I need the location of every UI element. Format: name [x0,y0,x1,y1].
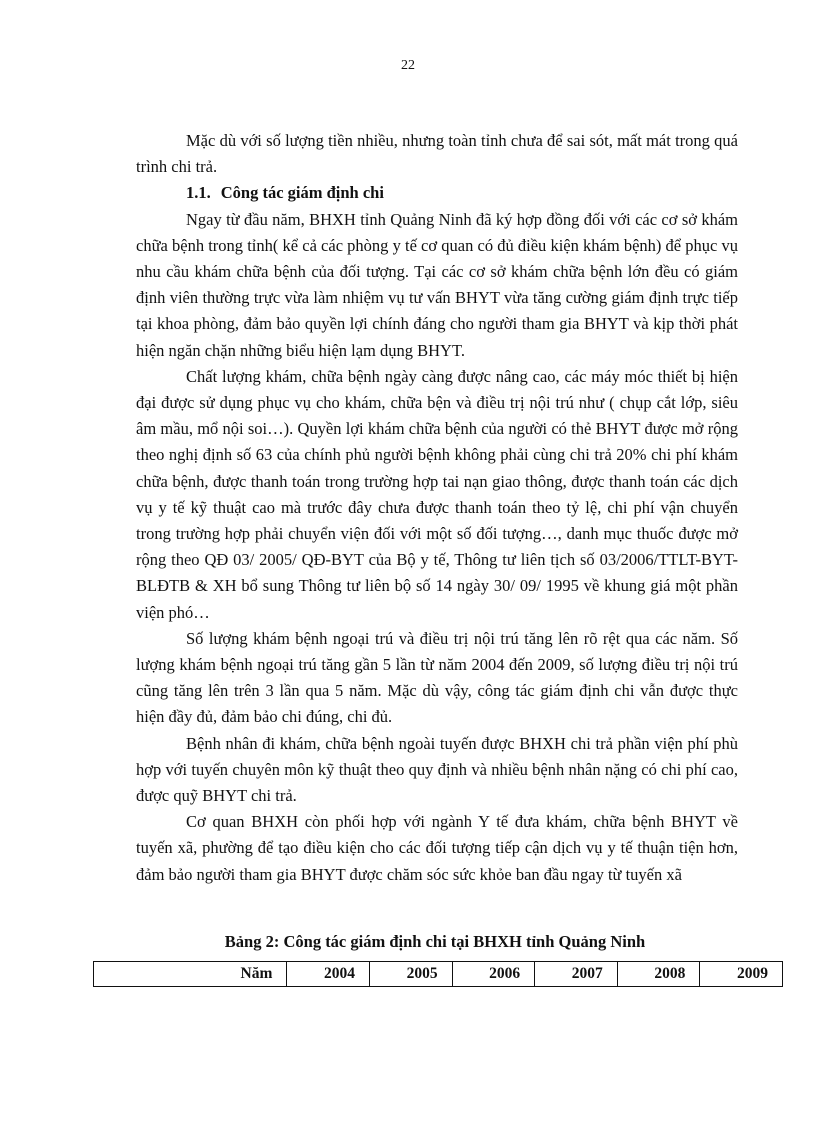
header-year-label: Năm [94,962,287,987]
paragraph-commune-level: Cơ quan BHXH còn phối hợp với ngành Y tế đưa khám, chữa bệnh BHYT về tuyến xã, phường để tạo điều kiện cho các đối tượng tiếp cận dịch vụ y tế thuận tiện hơn, đảm bảo người tham gia BHYT được chăm sóc sức khỏe ban đầu ngay từ tuyến xã [136,812,738,884]
paragraph-payment-accuracy: Mặc dù với số lượng tiền nhiều, nhưng toàn tỉnh chưa để sai sót, mất mát trong quá trình chi trả. [136,131,738,177]
header-year-2009: 2009 [700,962,783,987]
header-year-2006: 2006 [452,962,535,987]
table-title: Bảng 2: Công tác giám định chi tại BHXH tỉnh Quảng Ninh [224,932,646,951]
header-year-2004: 2004 [287,962,370,987]
document-body [136,128,738,888]
page-number: 22 [401,58,415,73]
section-title: Công tác giám định chi [220,183,384,203]
paragraph-patient-numbers: Số lượng khám bệnh ngoại trú và điều trị nội trú tăng lên rõ rệt qua các năm. Số lượng khám bệnh ngoại trú tăng gần 5 lần từ năm 2004 đến 2009, số lượng điều trị nội trú cũng tăng lên trên 3 lần qua 5 năm. Mặc dù vậy, công tác giám định chi vẫn được thực hiện đầy đủ, đảm bảo chi đúng, chi đủ. [136,628,738,727]
table-header-row [94,962,783,987]
paragraph-contracts: Ngay từ đầu năm, BHXH tỉnh Quảng Ninh đã ký hợp đồng đối với các cơ sở khám chữa bệnh trong tỉnh( kể cả các phòng y tế cơ quan có đủ điều kiện khám bệnh) để phục vụ nhu cầu khám chữa bệnh của đối tượng. Tại các cơ sở khám chữa bệnh lớn đều có giám định viên thường trực vừa làm nhiệm vụ tư vấn BHYT vừa tăng cường giám định trực tiếp tại khoa phòng, đảm bảo quyền lợi chính đáng cho người tham gia BHYT và kịp thời phát hiện ngăn chặn những biểu hiện lạm dụng BHYT. [136,209,738,360]
paragraph-out-of-network: Bệnh nhân đi khám, chữa bệnh ngoài tuyến được BHXH chi trả phần viện phí phù hợp với tuyến chuyên môn kỹ thuật theo quy định và nhiều bệnh nhân nặng có chi phí cao, được quỹ BHYT chi trả. [136,733,738,806]
paragraph-quality: Chất lượng khám, chữa bệnh ngày càng được nâng cao, các máy móc thiết bị hiện đại được sử dụng phục vụ cho khám, chữa bện và điều trị nội trú như ( chụp cắt lớp, siêu âm mầu, mổ nội soi…). Quyền lợi khám chữa bệnh của người có thẻ BHYT được mở rộng theo nghị định số 63 của chính phủ người bệnh không phải cùng chi trả 20% chi phí khám chữa bệnh, được thanh toán trong trường hợp tai nạn giao thông, được thanh toán các dịch vụ y tế kỹ thuật cao mà trước đây chưa được thanh toán theo tỷ lệ, chi phí vận chuyển trong trường hợp phải chuyển viện đối với một số đối tượng…, danh mục thuốc được mở rộng theo QĐ 03/ 2005/ QĐ-BYT của Bộ y tế, Thông tư liên tịch số 03/2006/TTLT-BYT-BLĐTB & XH bổ sung Thông tư liên bộ số 14 ngày 30/ 09/ 1995 về khung giá một phần viện phó… [136,366,738,622]
header-year-2005: 2005 [369,962,452,987]
section-number: 1.1. [186,183,211,203]
header-year-2007: 2007 [535,962,618,987]
inspection-table [93,961,783,987]
section-heading [136,180,738,206]
header-year-2008: 2008 [617,962,700,987]
